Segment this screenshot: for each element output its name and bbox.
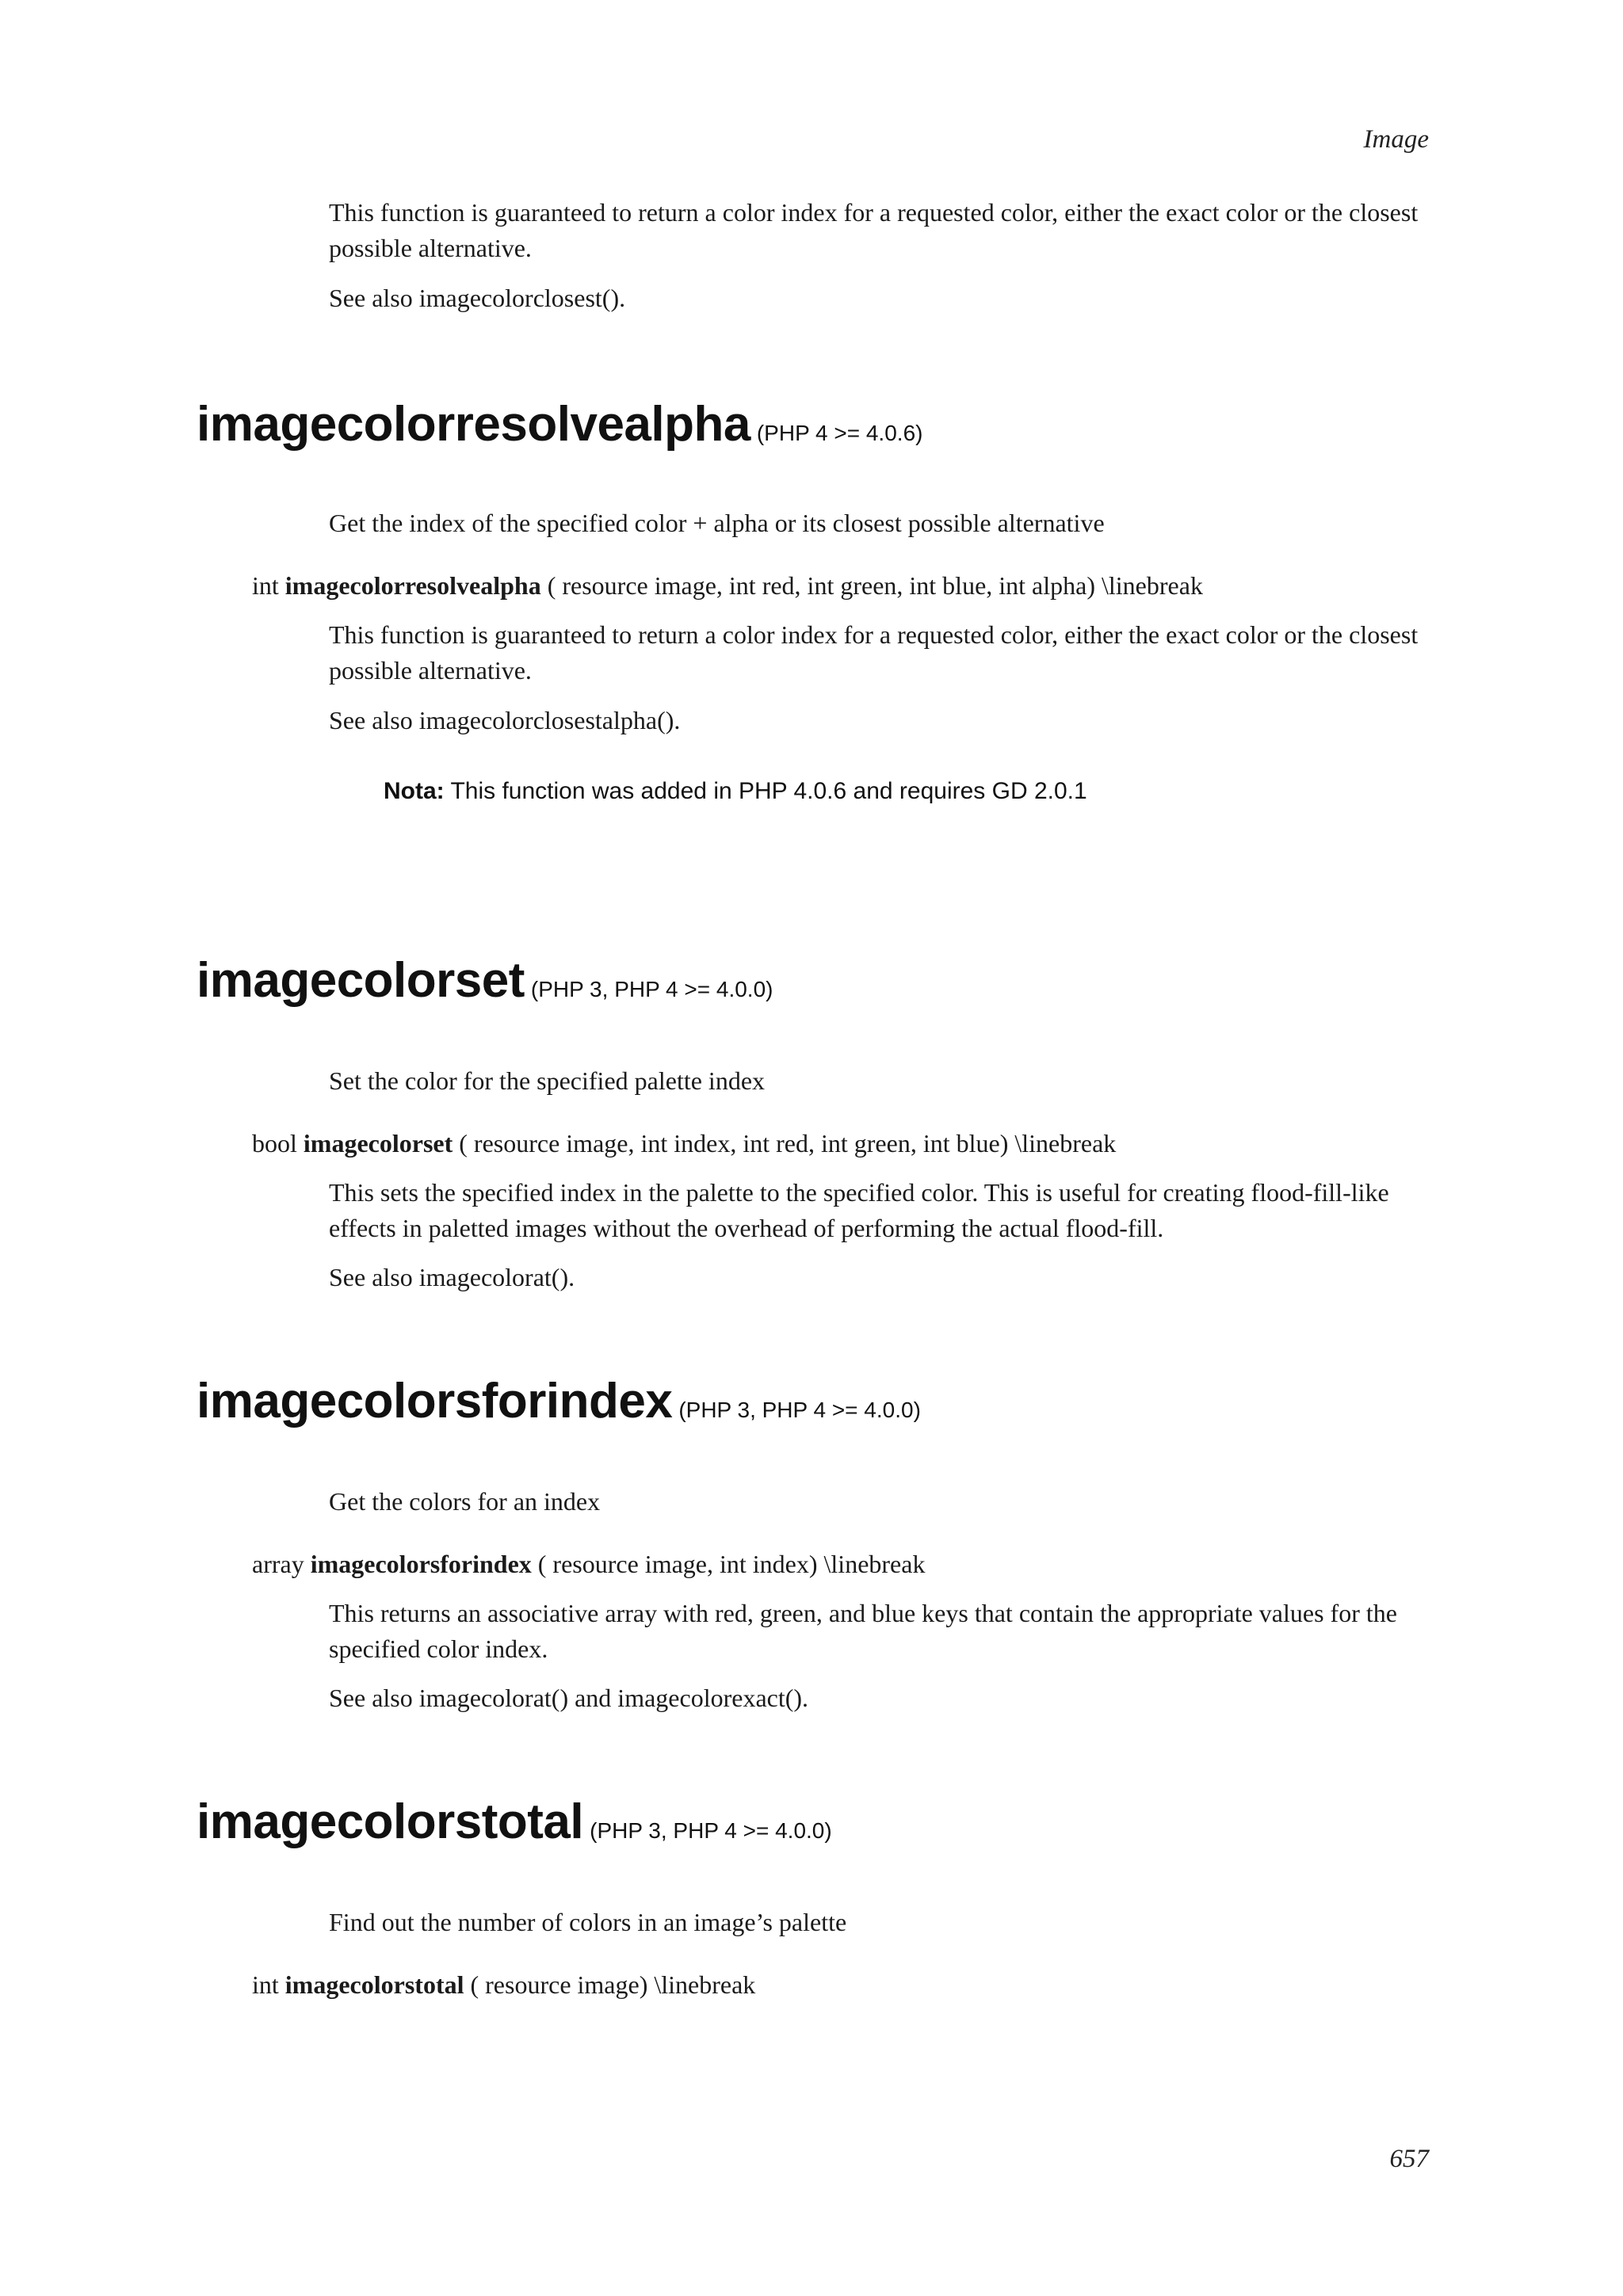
function-purpose: Find out the number of colors in an image’s palette [329, 1908, 847, 1936]
running-header: Image [1363, 125, 1429, 154]
synopsis-function-name: imagecolorsforindex [310, 1550, 532, 1578]
function-synopsis [252, 1126, 1441, 1161]
function-version: (PHP 3, PHP 4 >= 4.0.0) [530, 977, 773, 1001]
function-heading [197, 1373, 921, 1429]
function-name: imagecolorresolvealpha [197, 397, 750, 452]
return-type: array [252, 1550, 304, 1578]
return-type: int [252, 1970, 279, 1999]
function-purpose: Get the index of the specified color + alpha or its closest possible alternative [329, 509, 1105, 537]
parameter-list: ( resource image) \linebreak [470, 1970, 756, 1999]
function-heading [197, 1794, 832, 1850]
function-heading [197, 396, 922, 452]
function-purpose: Set the color for the specified palette index [329, 1066, 766, 1095]
function-name: imagecolorstotal [197, 1794, 584, 1849]
synopsis-function-name: imagecolorresolvealpha [285, 571, 541, 600]
function-synopsis [252, 1547, 1441, 1582]
function-description: This sets the specified index in the palette to the specified color. This is useful for creating flood-fill-like effects in paletted images without the overhead of performing the actual flood-fill. [329, 1178, 1389, 1242]
synopsis-function-name: imagecolorstotal [285, 1970, 464, 1999]
function-see-also: See also imagecolorat() and imagecolorexact(). [329, 1684, 809, 1712]
intro-paragraph: This function is guaranteed to return a color index for a requested color, either the exact color or the closest possible alternative. [329, 198, 1419, 262]
function-version: (PHP 3, PHP 4 >= 4.0.0) [678, 1398, 921, 1422]
parameter-list: ( resource image, int index, int red, int green, int blue) \linebreak [459, 1129, 1117, 1158]
function-name: imagecolorsforindex [197, 1374, 673, 1428]
intro-see-also: See also imagecolorclosest(). [329, 284, 626, 312]
parameter-list: ( resource image, int index) \linebreak [537, 1550, 926, 1578]
function-synopsis [252, 568, 1441, 604]
return-type: int [252, 571, 279, 600]
function-see-also: See also imagecolorat(). [329, 1263, 575, 1291]
return-type: bool [252, 1129, 297, 1158]
function-heading [197, 952, 773, 1009]
function-version: (PHP 3, PHP 4 >= 4.0.0) [590, 1818, 832, 1843]
function-version: (PHP 4 >= 4.0.6) [756, 421, 923, 445]
function-description: This returns an associative array with red, green, and blue keys that contain the appropriate values for the specified color index. [329, 1599, 1397, 1663]
parameter-list: ( resource image, int red, int green, int blue, int alpha) \linebreak [547, 571, 1203, 600]
function-description: This function is guaranteed to return a color index for a requested color, either the exact color or the closest possible alternative. [329, 620, 1419, 685]
note-text: This function was added in PHP 4.0.6 and requires GD 2.0.1 [450, 778, 1087, 804]
page-number: 657 [1389, 2145, 1429, 2173]
function-name: imagecolorset [197, 953, 525, 1008]
function-synopsis [252, 1967, 1441, 2003]
synopsis-function-name: imagecolorset [303, 1129, 453, 1158]
note [384, 778, 1087, 805]
note-label: Nota: [384, 778, 445, 804]
function-purpose: Get the colors for an index [329, 1487, 601, 1516]
function-see-also: See also imagecolorclosestalpha(). [329, 706, 681, 734]
